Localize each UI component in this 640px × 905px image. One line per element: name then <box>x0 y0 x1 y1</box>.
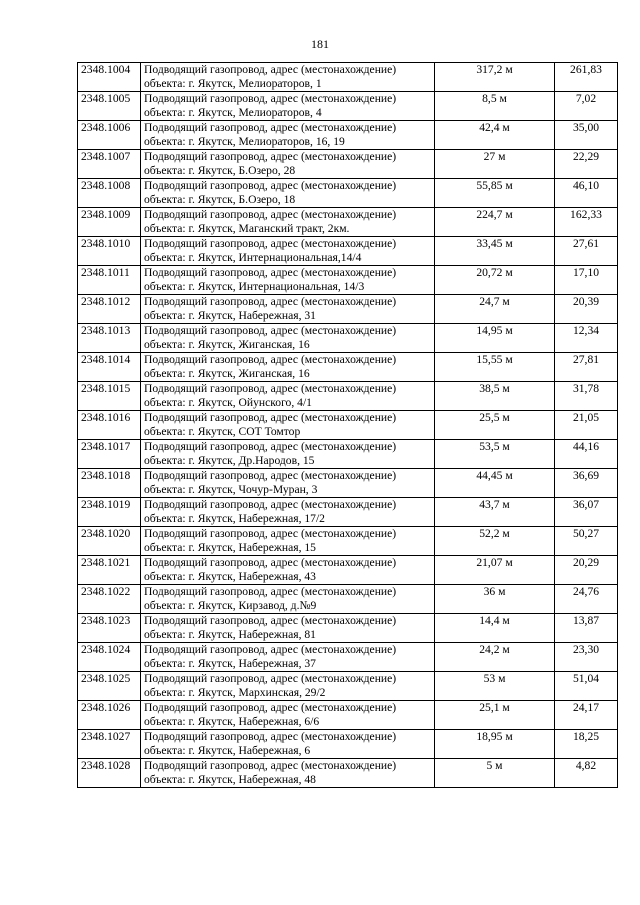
table-row <box>78 382 618 411</box>
length-value: 317,2 м <box>476 63 513 76</box>
table-row <box>78 150 618 179</box>
table-row <box>78 440 618 469</box>
length-value: 43,7 м <box>479 498 510 511</box>
record-number: 2348.1015 <box>81 382 131 395</box>
description-line-1: Подводящий газопровод, адрес (местонахождение) <box>144 353 397 366</box>
description-line-1: Подводящий газопровод, адрес (местонахождение) <box>144 179 397 192</box>
description-line-2: объекта: г. Якутск, Набережная, 6 <box>144 744 311 757</box>
description-cell <box>141 179 435 208</box>
record-number: 2348.1014 <box>81 353 131 366</box>
length-cell <box>435 701 555 730</box>
description-cell <box>141 92 435 121</box>
length-cell <box>435 324 555 353</box>
record-number-cell <box>78 527 141 556</box>
description-line-2: объекта: г. Якутск, Жиганская, 16 <box>144 367 310 380</box>
description-line-1: Подводящий газопровод, адрес (местонахождение) <box>144 556 397 569</box>
cost-value: 24,76 <box>572 585 600 598</box>
length-value: 27 м <box>483 150 506 163</box>
table-row <box>78 556 618 585</box>
description-line-1: Подводящий газопровод, адрес (местонахождение) <box>144 527 397 540</box>
record-number-cell <box>78 92 141 121</box>
description-line-2: объекта: г. Якутск, Б.Озеро, 18 <box>144 193 296 206</box>
record-number: 2348.1006 <box>81 121 131 134</box>
description-line-1: Подводящий газопровод, адрес (местонахождение) <box>144 382 397 395</box>
length-cell <box>435 382 555 411</box>
length-value: 38,5 м <box>479 382 510 395</box>
cost-value: 27,61 <box>572 237 600 250</box>
record-number-cell <box>78 701 141 730</box>
value-cell <box>555 701 618 730</box>
cost-value: 31,78 <box>572 382 600 395</box>
record-number: 2348.1027 <box>81 730 131 743</box>
length-cell <box>435 353 555 382</box>
value-cell <box>555 411 618 440</box>
value-cell <box>555 382 618 411</box>
description-line-1: Подводящий газопровод, адрес (местонахождение) <box>144 498 397 511</box>
description-line-2: объекта: г. Якутск, Др.Народов, 15 <box>144 454 315 467</box>
length-cell <box>435 121 555 150</box>
description-cell <box>141 759 435 788</box>
page-number: 181 <box>311 37 329 51</box>
record-number: 2348.1004 <box>81 63 131 76</box>
record-number-cell <box>78 324 141 353</box>
value-cell <box>555 266 618 295</box>
length-value: 18,95 м <box>476 730 513 743</box>
registry-table-body <box>78 63 618 788</box>
length-cell <box>435 759 555 788</box>
record-number-cell <box>78 411 141 440</box>
cost-value: 7,02 <box>575 92 597 105</box>
description-line-2: объекта: г. Якутск, Мелиораторов, 4 <box>144 106 322 119</box>
value-cell <box>555 527 618 556</box>
table-row <box>78 614 618 643</box>
table-row <box>78 585 618 614</box>
description-line-1: Подводящий газопровод, адрес (местонахождение) <box>144 672 397 685</box>
description-cell <box>141 730 435 759</box>
cost-value: 46,10 <box>572 179 600 192</box>
record-number: 2348.1019 <box>81 498 131 511</box>
cost-value: 21,05 <box>572 411 600 424</box>
cost-value: 44,16 <box>572 440 600 453</box>
record-number: 2348.1012 <box>81 295 131 308</box>
value-cell <box>555 556 618 585</box>
description-cell <box>141 469 435 498</box>
record-number-cell <box>78 150 141 179</box>
table-row <box>78 121 618 150</box>
record-number-cell <box>78 440 141 469</box>
length-value: 5 м <box>486 759 503 772</box>
record-number: 2348.1021 <box>81 556 131 569</box>
length-value: 44,45 м <box>476 469 513 482</box>
record-number: 2348.1007 <box>81 150 131 163</box>
record-number: 2348.1009 <box>81 208 131 221</box>
table-row <box>78 730 618 759</box>
record-number-cell <box>78 585 141 614</box>
record-number-cell <box>78 179 141 208</box>
description-cell <box>141 324 435 353</box>
length-cell <box>435 498 555 527</box>
description-cell <box>141 382 435 411</box>
record-number-cell <box>78 121 141 150</box>
record-number: 2348.1022 <box>81 585 131 598</box>
record-number-cell <box>78 266 141 295</box>
length-cell <box>435 469 555 498</box>
description-cell <box>141 121 435 150</box>
table-row <box>78 237 618 266</box>
cost-value: 17,10 <box>572 266 600 279</box>
value-cell <box>555 440 618 469</box>
record-number: 2348.1016 <box>81 411 131 424</box>
record-number-cell <box>78 730 141 759</box>
record-number-cell <box>78 498 141 527</box>
record-number-cell <box>78 556 141 585</box>
description-cell <box>141 266 435 295</box>
record-number: 2348.1026 <box>81 701 131 714</box>
value-cell <box>555 643 618 672</box>
length-value: 8,5 м <box>482 92 507 105</box>
cost-value: 261,83 <box>570 63 602 76</box>
cost-value: 35,00 <box>572 121 600 134</box>
description-cell <box>141 295 435 324</box>
value-cell <box>555 672 618 701</box>
cost-value: 24,17 <box>572 701 600 714</box>
value-cell <box>555 150 618 179</box>
record-number: 2348.1005 <box>81 92 131 105</box>
description-line-2: объекта: г. Якутск, Интернациональная,14/4 <box>144 251 362 264</box>
description-cell <box>141 527 435 556</box>
value-cell <box>555 295 618 324</box>
table-row <box>78 759 618 788</box>
table-row <box>78 295 618 324</box>
description-line-1: Подводящий газопровод, адрес (местонахождение) <box>144 759 397 772</box>
description-line-2: объекта: г. Якутск, Набережная, 48 <box>144 773 316 786</box>
registry-table <box>77 62 618 788</box>
length-cell <box>435 527 555 556</box>
record-number: 2348.1020 <box>81 527 131 540</box>
description-cell <box>141 150 435 179</box>
length-cell <box>435 295 555 324</box>
cost-value: 22,29 <box>572 150 600 163</box>
length-value: 25,5 м <box>479 411 510 424</box>
value-cell <box>555 759 618 788</box>
table-row <box>78 469 618 498</box>
record-number-cell <box>78 295 141 324</box>
description-line-1: Подводящий газопровод, адрес (местонахождение) <box>144 92 397 105</box>
description-line-2: объекта: г. Якутск, Набережная, 15 <box>144 541 316 554</box>
length-cell <box>435 672 555 701</box>
description-line-1: Подводящий газопровод, адрес (местонахождение) <box>144 701 397 714</box>
description-line-2: объекта: г. Якутск, Ойунского, 4/1 <box>144 396 312 409</box>
value-cell <box>555 730 618 759</box>
cost-value: 36,69 <box>572 469 600 482</box>
value-cell <box>555 614 618 643</box>
record-number: 2348.1023 <box>81 614 131 627</box>
description-line-2: объекта: г. Якутск, Набережная, 81 <box>144 628 316 641</box>
description-line-1: Подводящий газопровод, адрес (местонахождение) <box>144 643 397 656</box>
description-line-2: объекта: г. Якутск, Набережная, 31 <box>144 309 316 322</box>
table-row <box>78 672 618 701</box>
table-row <box>78 92 618 121</box>
table-row <box>78 527 618 556</box>
length-cell <box>435 208 555 237</box>
description-line-2: объекта: г. Якутск, СОТ Томтор <box>144 425 301 438</box>
description-line-2: объекта: г. Якутск, Жиганская, 16 <box>144 338 310 351</box>
description-line-1: Подводящий газопровод, адрес (местонахождение) <box>144 411 397 424</box>
length-value: 53,5 м <box>479 440 510 453</box>
cost-value: 27,81 <box>572 353 600 366</box>
description-cell <box>141 614 435 643</box>
description-line-1: Подводящий газопровод, адрес (местонахождение) <box>144 208 397 221</box>
description-cell <box>141 701 435 730</box>
record-number: 2348.1017 <box>81 440 131 453</box>
length-cell <box>435 63 555 92</box>
description-line-1: Подводящий газопровод, адрес (местонахождение) <box>144 237 397 250</box>
table-row <box>78 179 618 208</box>
table-row <box>78 324 618 353</box>
length-cell <box>435 411 555 440</box>
table-row <box>78 498 618 527</box>
length-cell <box>435 556 555 585</box>
length-cell <box>435 179 555 208</box>
cost-value: 12,34 <box>572 324 600 337</box>
length-cell <box>435 266 555 295</box>
length-cell <box>435 150 555 179</box>
record-number-cell <box>78 208 141 237</box>
length-cell <box>435 585 555 614</box>
record-number: 2348.1011 <box>81 266 130 279</box>
cost-value: 18,25 <box>572 730 600 743</box>
table-row <box>78 411 618 440</box>
description-line-1: Подводящий газопровод, адрес (местонахождение) <box>144 63 397 76</box>
value-cell <box>555 179 618 208</box>
description-cell <box>141 643 435 672</box>
description-line-2: объекта: г. Якутск, Набережная, 6/6 <box>144 715 320 728</box>
table-row <box>78 643 618 672</box>
description-line-2: объекта: г. Якутск, Маганский тракт, 2км. <box>144 222 350 235</box>
cost-value: 50,27 <box>572 527 600 540</box>
record-number-cell <box>78 759 141 788</box>
description-cell <box>141 498 435 527</box>
description-line-1: Подводящий газопровод, адрес (местонахождение) <box>144 324 397 337</box>
record-number-cell <box>78 643 141 672</box>
length-value: 42,4 м <box>479 121 510 134</box>
length-value: 20,72 м <box>476 266 513 279</box>
record-number: 2348.1025 <box>81 672 131 685</box>
length-cell <box>435 614 555 643</box>
length-value: 24,7 м <box>479 295 510 308</box>
length-value: 36 м <box>483 585 506 598</box>
length-value: 24,2 м <box>479 643 510 656</box>
description-line-1: Подводящий газопровод, адрес (местонахождение) <box>144 121 397 134</box>
cost-value: 162,33 <box>570 208 602 221</box>
table-row <box>78 353 618 382</box>
value-cell <box>555 121 618 150</box>
cost-value: 20,29 <box>572 556 600 569</box>
description-cell <box>141 208 435 237</box>
description-line-1: Подводящий газопровод, адрес (местонахождение) <box>144 295 397 308</box>
description-line-2: объекта: г. Якутск, Б.Озеро, 28 <box>144 164 296 177</box>
record-number: 2348.1008 <box>81 179 131 192</box>
record-number-cell <box>78 237 141 266</box>
value-cell <box>555 498 618 527</box>
record-number-cell <box>78 614 141 643</box>
length-value: 21,07 м <box>476 556 513 569</box>
cost-value: 4,82 <box>575 759 597 772</box>
value-cell <box>555 237 618 266</box>
description-line-1: Подводящий газопровод, адрес (местонахождение) <box>144 614 397 627</box>
cost-value: 36,07 <box>572 498 600 511</box>
length-value: 53 м <box>483 672 506 685</box>
description-line-2: объекта: г. Якутск, Набережная, 37 <box>144 657 316 670</box>
description-cell <box>141 411 435 440</box>
description-line-1: Подводящий газопровод, адрес (местонахождение) <box>144 150 397 163</box>
description-cell <box>141 672 435 701</box>
value-cell <box>555 353 618 382</box>
description-cell <box>141 353 435 382</box>
length-value: 52,2 м <box>479 527 510 540</box>
description-cell <box>141 63 435 92</box>
cost-value: 20,39 <box>572 295 600 308</box>
cost-value: 23,30 <box>572 643 600 656</box>
description-cell <box>141 585 435 614</box>
description-line-2: объекта: г. Якутск, Кирзавод, д.№9 <box>144 599 317 612</box>
table-row <box>78 63 618 92</box>
description-line-2: объекта: г. Якутск, Набережная, 17/2 <box>144 512 325 525</box>
record-number: 2348.1013 <box>81 324 131 337</box>
length-value: 55,85 м <box>476 179 513 192</box>
length-cell <box>435 237 555 266</box>
length-value: 25,1 м <box>479 701 510 714</box>
description-cell <box>141 556 435 585</box>
cost-value: 51,04 <box>572 672 600 685</box>
description-line-1: Подводящий газопровод, адрес (местонахождение) <box>144 440 397 453</box>
length-value: 224,7 м <box>476 208 513 221</box>
length-value: 33,45 м <box>476 237 513 250</box>
value-cell <box>555 469 618 498</box>
description-line-1: Подводящий газопровод, адрес (местонахождение) <box>144 266 397 279</box>
table-row <box>78 208 618 237</box>
record-number-cell <box>78 382 141 411</box>
length-cell <box>435 440 555 469</box>
value-cell <box>555 208 618 237</box>
value-cell <box>555 585 618 614</box>
description-cell <box>141 237 435 266</box>
record-number-cell <box>78 353 141 382</box>
description-line-2: объекта: г. Якутск, Набережная, 43 <box>144 570 316 583</box>
length-value: 14,4 м <box>479 614 510 627</box>
value-cell <box>555 324 618 353</box>
description-line-2: объекта: г. Якутск, Чочур-Муран, 3 <box>144 483 318 496</box>
description-line-1: Подводящий газопровод, адрес (местонахождение) <box>144 585 397 598</box>
description-line-1: Подводящий газопровод, адрес (местонахождение) <box>144 730 397 743</box>
record-number-cell <box>78 63 141 92</box>
length-value: 15,55 м <box>476 353 513 366</box>
record-number: 2348.1018 <box>81 469 131 482</box>
length-value: 14,95 м <box>476 324 513 337</box>
record-number: 2348.1028 <box>81 759 131 772</box>
value-cell <box>555 63 618 92</box>
record-number: 2348.1010 <box>81 237 131 250</box>
description-line-1: Подводящий газопровод, адрес (местонахождение) <box>144 469 397 482</box>
record-number: 2348.1024 <box>81 643 131 656</box>
description-line-2: объекта: г. Якутск, Мелиораторов, 1 <box>144 77 322 90</box>
description-line-2: объекта: г. Якутск, Мархинская, 29/2 <box>144 686 326 699</box>
description-line-2: объекта: г. Якутск, Интернациональная, 14/3 <box>144 280 365 293</box>
description-line-2: объекта: г. Якутск, Мелиораторов, 16, 19 <box>144 135 345 148</box>
value-cell <box>555 92 618 121</box>
cost-value: 13,87 <box>572 614 600 627</box>
length-cell <box>435 92 555 121</box>
record-number-cell <box>78 672 141 701</box>
table-row <box>78 701 618 730</box>
record-number-cell <box>78 469 141 498</box>
table-row <box>78 266 618 295</box>
length-cell <box>435 643 555 672</box>
description-cell <box>141 440 435 469</box>
length-cell <box>435 730 555 759</box>
